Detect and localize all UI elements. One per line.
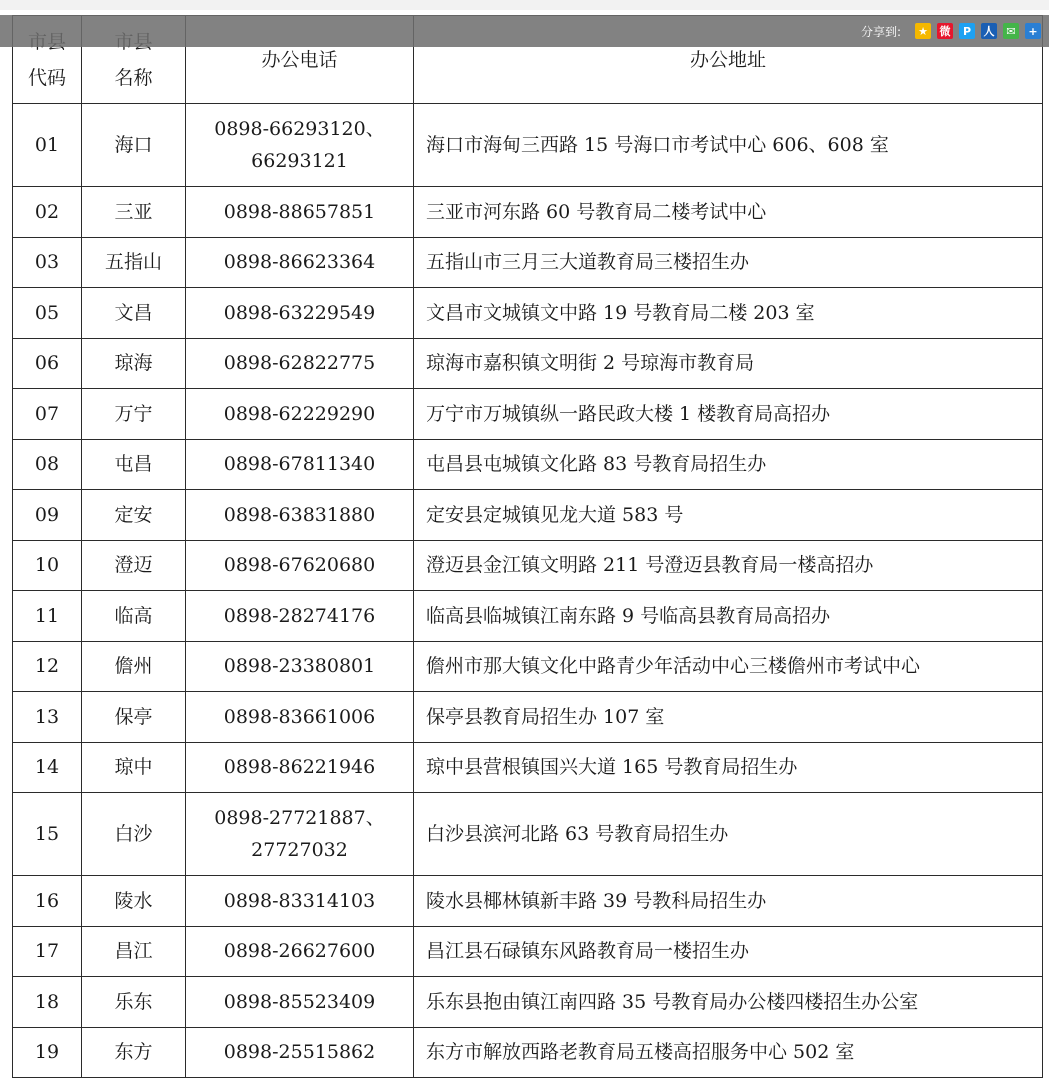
row-name: 临高 [82, 591, 186, 642]
row-phone-line1: 0898-66293120、 [214, 118, 385, 140]
row-code: 02 [13, 187, 82, 238]
row-name: 乐东 [82, 977, 186, 1028]
top-strip [0, 0, 1049, 10]
row-code: 01 [13, 104, 82, 187]
row-phone-line2: 27727032 [251, 839, 348, 861]
row-address: 保亭县教育局招生办 107 室 [414, 692, 1043, 743]
row-name: 白沙 [82, 793, 186, 876]
row-phone-line1: 0898-27721887、 [214, 807, 385, 829]
row-name: 保亭 [82, 692, 186, 743]
row-phone: 0898-25515862 [186, 1027, 414, 1078]
row-code: 16 [13, 876, 82, 927]
row-address: 三亚市河东路 60 号教育局二楼考试中心 [414, 187, 1043, 238]
wechat-share-icon[interactable]: ✉ [1003, 23, 1019, 39]
row-phone: 0898-62229290 [186, 389, 414, 440]
row-phone [186, 793, 414, 876]
row-code: 07 [13, 389, 82, 440]
weibo-share-icon[interactable]: 微 [937, 23, 953, 39]
row-phone: 0898-86221946 [186, 742, 414, 793]
office-table [12, 15, 1043, 1078]
table-row [13, 977, 1043, 1028]
qzone-share-icon[interactable]: ★ [915, 23, 931, 39]
table-row [13, 692, 1043, 743]
row-address: 东方市解放西路老教育局五楼高招服务中心 502 室 [414, 1027, 1043, 1078]
row-phone [186, 104, 414, 187]
row-address: 琼中县营根镇国兴大道 165 号教育局招生办 [414, 742, 1043, 793]
row-address: 昌江县石碌镇东风路教育局一楼招生办 [414, 926, 1043, 977]
row-phone: 0898-26627600 [186, 926, 414, 977]
row-name: 陵水 [82, 876, 186, 927]
table-row [13, 490, 1043, 541]
row-phone-line2: 66293121 [251, 150, 348, 172]
row-address: 白沙县滨河北路 63 号教育局招生办 [414, 793, 1043, 876]
row-name: 文昌 [82, 288, 186, 339]
row-name: 五指山 [82, 237, 186, 288]
row-code: 11 [13, 591, 82, 642]
row-code: 12 [13, 641, 82, 692]
row-address: 澄迈县金江镇文明路 211 号澄迈县教育局一楼高招办 [414, 540, 1043, 591]
table-row [13, 926, 1043, 977]
header-phone: 办公电话 [186, 16, 414, 104]
row-phone: 0898-67811340 [186, 439, 414, 490]
share-label: 分享到: [860, 24, 901, 39]
row-phone: 0898-83314103 [186, 876, 414, 927]
row-code: 06 [13, 338, 82, 389]
more-share-icon[interactable]: + [1025, 23, 1041, 39]
table-row [13, 439, 1043, 490]
row-address: 万宁市万城镇纵一路民政大楼 1 楼教育局高招办 [414, 389, 1043, 440]
row-address: 儋州市那大镇文化中路青少年活动中心三楼儋州市考试中心 [414, 641, 1043, 692]
row-code: 14 [13, 742, 82, 793]
row-name: 东方 [82, 1027, 186, 1078]
row-phone: 0898-83661006 [186, 692, 414, 743]
renren-share-icon[interactable]: 人 [981, 23, 997, 39]
header-name: 名称 [82, 16, 186, 104]
table-row [13, 338, 1043, 389]
row-name: 儋州 [82, 641, 186, 692]
tencent-weibo-share-icon[interactable]: P [959, 23, 975, 39]
table-row [13, 876, 1043, 927]
row-code: 13 [13, 692, 82, 743]
share-bar [0, 15, 1049, 47]
row-address: 五指山市三月三大道教育局三楼招生办 [414, 237, 1043, 288]
row-code: 19 [13, 1027, 82, 1078]
row-name: 昌江 [82, 926, 186, 977]
row-code: 17 [13, 926, 82, 977]
row-phone: 0898-28274176 [186, 591, 414, 642]
row-code: 18 [13, 977, 82, 1028]
table-row [13, 187, 1043, 238]
row-name: 定安 [82, 490, 186, 541]
row-address: 琼海市嘉积镇文明街 2 号琼海市教育局 [414, 338, 1043, 389]
table-row [13, 104, 1043, 187]
row-phone: 0898-67620680 [186, 540, 414, 591]
row-name: 海口 [82, 104, 186, 187]
row-address: 海口市海甸三西路 15 号海口市考试中心 606、608 室 [414, 104, 1043, 187]
row-address: 乐东县抱由镇江南四路 35 号教育局办公楼四楼招生办公室 [414, 977, 1043, 1028]
row-phone: 0898-86623364 [186, 237, 414, 288]
row-name: 澄迈 [82, 540, 186, 591]
table-row [13, 540, 1043, 591]
table-row [13, 389, 1043, 440]
row-name: 琼中 [82, 742, 186, 793]
row-code: 15 [13, 793, 82, 876]
header-address: 办公地址 [414, 16, 1043, 104]
table-row [13, 641, 1043, 692]
row-phone: 0898-63229549 [186, 288, 414, 339]
row-name: 万宁 [82, 389, 186, 440]
row-phone: 0898-23380801 [186, 641, 414, 692]
row-phone: 0898-62822775 [186, 338, 414, 389]
table-row [13, 591, 1043, 642]
row-address: 临高县临城镇江南东路 9 号临高县教育局高招办 [414, 591, 1043, 642]
row-name: 三亚 [82, 187, 186, 238]
table-row [13, 288, 1043, 339]
row-name: 屯昌 [82, 439, 186, 490]
row-code: 03 [13, 237, 82, 288]
row-address: 定安县定城镇见龙大道 583 号 [414, 490, 1043, 541]
table-row [13, 1027, 1043, 1078]
table-row [13, 237, 1043, 288]
table-row [13, 793, 1043, 876]
header-code: 代码 [13, 16, 82, 104]
row-code: 09 [13, 490, 82, 541]
row-phone: 0898-88657851 [186, 187, 414, 238]
table-row [13, 742, 1043, 793]
row-phone: 0898-63831880 [186, 490, 414, 541]
row-address: 屯昌县屯城镇文化路 83 号教育局招生办 [414, 439, 1043, 490]
row-address: 陵水县椰林镇新丰路 39 号教科局招生办 [414, 876, 1043, 927]
row-phone: 0898-85523409 [186, 977, 414, 1028]
row-address: 文昌市文城镇文中路 19 号教育局二楼 203 室 [414, 288, 1043, 339]
row-code: 10 [13, 540, 82, 591]
row-code: 08 [13, 439, 82, 490]
row-code: 05 [13, 288, 82, 339]
row-name: 琼海 [82, 338, 186, 389]
